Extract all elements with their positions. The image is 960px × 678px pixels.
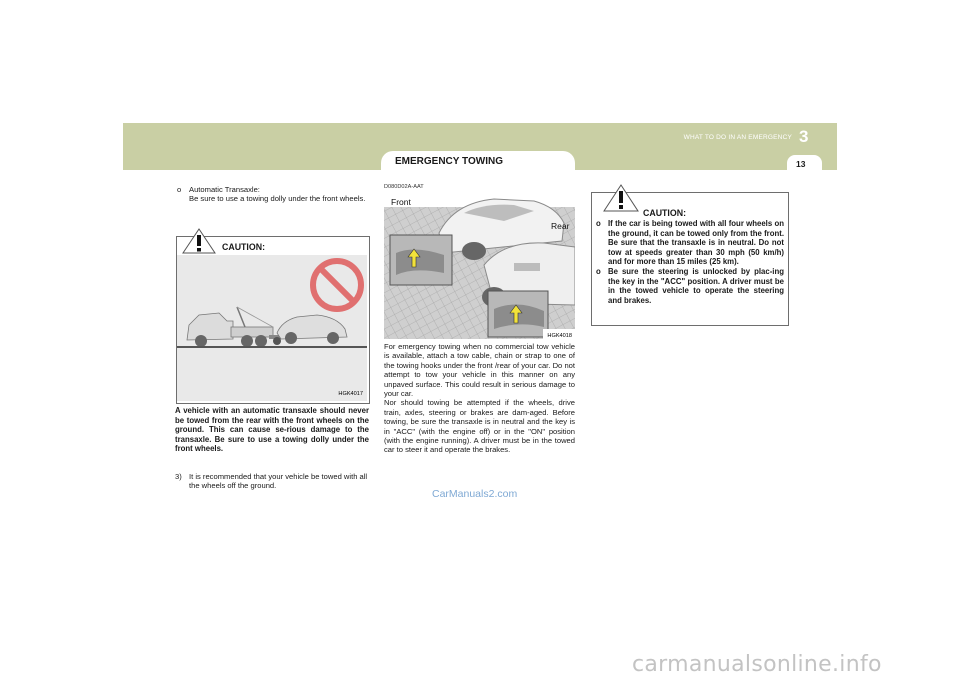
footer-watermark: carmanualsonline.info: [632, 652, 882, 677]
figure-code-middle: HGK4018: [547, 333, 572, 339]
step-number: 3): [175, 472, 182, 481]
list-text: If the car is being towed with all four wheels on the ground, it can be towed only from the front. Be sure that the transaxle is in neutral. Do not tow at speeds greater than 30 mph (50 km/h) and for more than 15 miles (25 km).: [608, 219, 784, 267]
photo-label-front: Front: [391, 197, 411, 207]
automatic-transaxle-note: [177, 185, 367, 204]
page-number: 13: [796, 159, 806, 169]
paragraph-1: For emergency towing when no commercial tow vehicle is available, attach a tow cable, chain or strap to one of the towing hooks under the front /rear of your car. Do not attempt to tow your vehicle in this manner on any unpaved surface. This could result in serious damage to your car.: [384, 342, 575, 399]
towing-dolly-illustration: [177, 255, 367, 401]
bullet-item: [177, 185, 367, 204]
bullet-body: [189, 185, 365, 204]
chapter-label: WHAT TO DO IN AN EMERGENCY: [683, 134, 792, 141]
step-text: It is recommended that your vehicle be towed with all the wheels off the ground.: [189, 472, 368, 491]
list-text: Be sure the steering is unlocked by plac-ing the key in the "ACC" position. A driver must be in the towed vehicle to operate the steering and brakes.: [608, 266, 784, 305]
code-label: D080D02A-AAT: [384, 184, 424, 190]
bullet-mark: o: [177, 185, 182, 194]
bullet-title: Automatic Transaxle:: [189, 185, 260, 194]
left-caution-title: CAUTION:: [222, 242, 266, 252]
front-hook-inset: [390, 235, 452, 285]
step-3: [175, 472, 369, 491]
section-title: EMERGENCY TOWING: [395, 156, 503, 167]
paragraph-2: Nor should towing be attempted if the wheels, drive train, axles, steering or brakes are dam-aged. Before towing, be sure the transaxle is in neutral and the key is in "ACC" (with the engine off) or in the "ON" position (with the engine running). A driver must be in the towed car to steer it and operate the brakes.: [384, 398, 575, 455]
rear-hook-inset: [488, 291, 548, 337]
figure-code-left: HGK4017: [338, 391, 363, 397]
watermark: CarManuals2.com: [432, 488, 518, 500]
bullet-text: Be sure to use a towing dolly under the front wheels.: [189, 194, 366, 204]
left-caution-text: A vehicle with an automatic transaxle should never be towed from the rear with the front wheels on the ground. This can cause se-rious damage to the transaxle. Be sure to use a towing dolly under the front wheels.: [175, 406, 369, 454]
emergency-towing-text: [384, 342, 575, 455]
warning-triangle-icon: [603, 184, 639, 217]
right-caution-list: [596, 219, 784, 305]
towing-hook-photo: [384, 193, 575, 339]
right-caution-title: CAUTION:: [643, 208, 687, 218]
list-mark: o: [596, 219, 601, 228]
photo-label-rear: Rear: [551, 221, 570, 231]
list-item: [596, 267, 784, 305]
list-item: [596, 219, 784, 267]
chapter-number: 3: [799, 127, 809, 146]
list-mark: o: [596, 266, 601, 276]
